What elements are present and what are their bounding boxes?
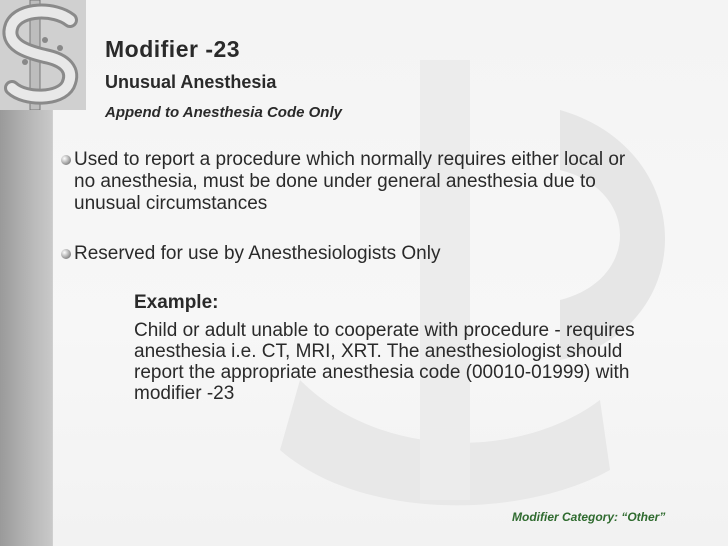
- bullet-item: [74, 149, 644, 215]
- example-block: [134, 292, 674, 404]
- bullet-text: Used to report a procedure which normally requires either local or no anesthesia, must be done under general anesthesia due to unusual circumstances: [74, 149, 626, 214]
- bullet-dot-icon: [61, 249, 71, 259]
- dollar-sign-icon: [0, 0, 86, 110]
- example-body: Child or adult unable to cooperate with procedure - requires anesthesia i.e. CT, MRI, XRT. The anesthesiologist should report the appropriate anesthesia code (00010-01999) with modifier -23: [134, 320, 635, 404]
- slide-subtitle: Unusual Anesthesia: [105, 72, 277, 92]
- bullet-dot-icon: [61, 155, 71, 165]
- bullet-text: Reserved for use by Anesthesiologists Only: [74, 243, 441, 264]
- modifier-category-footer: Modifier Category: “Other”: [512, 510, 666, 524]
- slide-title: Modifier -23: [105, 36, 241, 62]
- example-label: Example:: [134, 292, 219, 313]
- slide-subtitle-italic: Append to Anesthesia Code Only: [105, 104, 342, 121]
- bullet-item: [74, 243, 644, 265]
